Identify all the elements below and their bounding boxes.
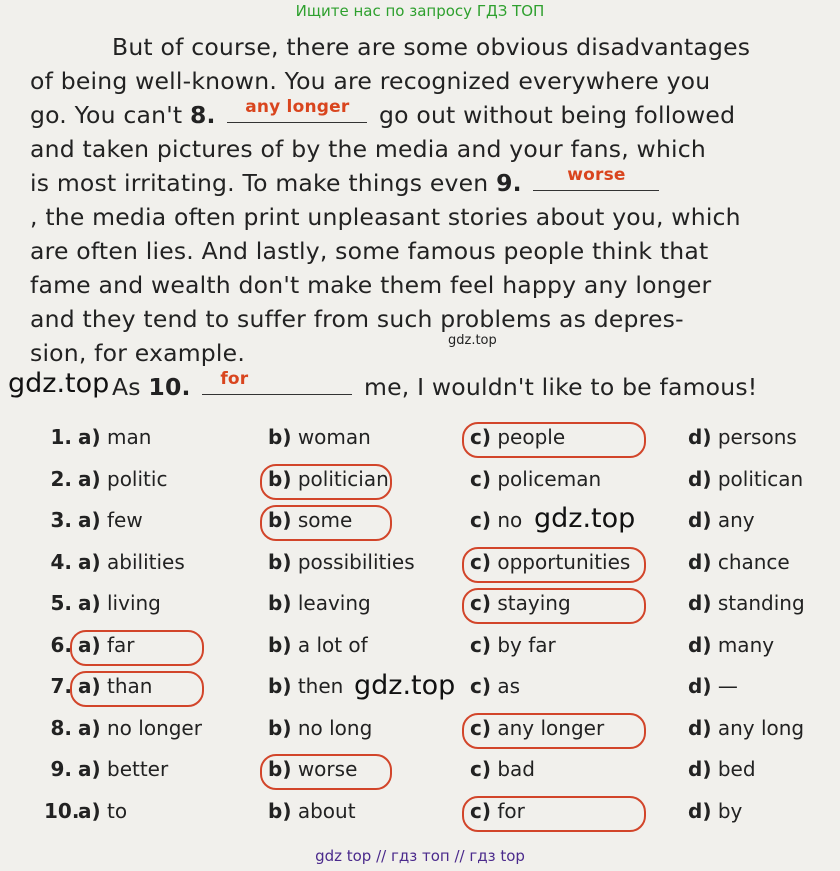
- option-number: 9.: [50, 757, 72, 781]
- para-line-5: [30, 166, 820, 200]
- option-text: bed: [717, 757, 756, 781]
- option-d: [688, 757, 756, 781]
- option-text: far: [107, 632, 135, 657]
- option-text: standing: [717, 591, 805, 615]
- option-text: woman: [297, 425, 371, 449]
- option-text: politican: [717, 466, 804, 491]
- option-letter: d): [688, 798, 712, 823]
- watermark-left: gdz.top: [8, 368, 110, 399]
- option-d: [688, 508, 755, 532]
- option-a: [44, 591, 161, 615]
- option-text: a lot of: [297, 632, 368, 657]
- option-number: 8.: [50, 715, 72, 740]
- option-text: possibilities: [297, 549, 415, 574]
- para-line-11: [30, 370, 820, 404]
- option-letter: b): [268, 674, 292, 698]
- option-number: 4.: [50, 549, 72, 574]
- watermark-mid-2: gdz.top: [354, 670, 456, 701]
- option-row: [44, 585, 824, 627]
- option-row: [44, 668, 824, 710]
- option-row: [44, 793, 824, 835]
- gap-8-blank: [227, 97, 367, 123]
- option-text: by: [717, 798, 743, 823]
- option-text: people: [497, 425, 566, 449]
- answer-circle: [462, 713, 646, 749]
- answer-circle: [260, 754, 392, 790]
- option-row: [44, 502, 824, 544]
- gap-9-blank: [533, 165, 659, 191]
- option-text: persons: [717, 425, 797, 449]
- option-text: leaving: [297, 591, 371, 615]
- option-text: politician: [297, 466, 389, 491]
- option-a: [44, 799, 127, 823]
- option-letter: a): [78, 715, 101, 740]
- gap-10-blank: [202, 369, 352, 395]
- answer-circle: [462, 547, 646, 583]
- option-text: some: [297, 508, 353, 532]
- option-letter: c): [470, 715, 491, 740]
- option-b: [268, 633, 368, 657]
- gap-9-number: 9.: [496, 169, 522, 197]
- para-line-3-end: go out without being followed: [379, 101, 736, 129]
- option-c: [470, 467, 601, 491]
- answer-circle: [70, 630, 204, 666]
- option-letter: a): [78, 425, 101, 449]
- option-text: living: [107, 591, 161, 615]
- option-letter: d): [688, 425, 712, 449]
- option-letter: a): [78, 674, 101, 698]
- option-letter: d): [688, 591, 712, 615]
- para-line-4: and taken pictures of by the media and your fans, which: [30, 135, 706, 163]
- gap-8-number: 8.: [189, 101, 216, 129]
- option-number: 2.: [50, 466, 72, 491]
- answer-circle: [462, 422, 646, 458]
- option-a: [44, 425, 151, 449]
- option-number: 10.: [44, 798, 80, 823]
- option-letter: d): [688, 632, 712, 657]
- option-letter: c): [470, 591, 491, 615]
- option-text: man: [107, 425, 152, 449]
- option-text: than: [107, 674, 153, 698]
- option-b: [268, 591, 371, 615]
- option-row: [44, 544, 824, 586]
- option-d: [688, 716, 804, 740]
- option-row: [44, 419, 824, 461]
- option-number: 5.: [50, 591, 72, 615]
- option-letter: d): [688, 466, 712, 491]
- option-text: abilities: [107, 549, 185, 574]
- option-d: [688, 591, 805, 615]
- option-text: any long: [717, 715, 805, 740]
- option-row: [44, 461, 824, 503]
- option-text: no: [497, 508, 523, 532]
- option-letter: c): [470, 674, 491, 698]
- gap-9-answer: worse: [567, 165, 626, 185]
- gap-10-number: 10.: [148, 373, 191, 401]
- option-text: no long: [297, 715, 373, 740]
- option-letter: c): [470, 757, 491, 781]
- option-letter: b): [268, 508, 292, 532]
- option-letter: c): [470, 508, 491, 532]
- option-letter: b): [268, 757, 292, 781]
- option-letter: d): [688, 715, 712, 740]
- para-line-7: are often lies. And lastly, some famous people think that: [30, 237, 709, 265]
- option-letter: b): [268, 466, 292, 491]
- top-banner[interactable]: Ищите нас по запросу ГДЗ ТОП: [295, 2, 545, 20]
- option-text: opportunities: [497, 549, 631, 574]
- option-d: [688, 550, 790, 574]
- option-number: 7.: [50, 674, 72, 698]
- option-letter: a): [78, 757, 101, 781]
- option-letter: a): [78, 466, 101, 491]
- option-b: [268, 425, 371, 449]
- option-letter: b): [268, 425, 292, 449]
- option-text: no longer: [107, 715, 202, 740]
- answer-circle: [462, 588, 646, 624]
- option-b: [268, 799, 356, 823]
- para-line-2: of being well-known. You are recognized everywhere you: [30, 67, 711, 95]
- option-letter: d): [688, 674, 712, 698]
- option-text: to: [107, 798, 128, 823]
- option-letter: a): [78, 549, 101, 574]
- option-text: few: [107, 508, 143, 532]
- option-letter: b): [268, 715, 292, 740]
- option-text: worse: [297, 757, 358, 781]
- para-line-3-start: go. You can't: [30, 101, 183, 129]
- option-text: chance: [717, 549, 790, 574]
- option-letter: b): [268, 798, 292, 823]
- option-letter: c): [470, 632, 491, 657]
- option-d: [688, 425, 797, 449]
- option-text: many: [717, 632, 775, 657]
- option-d: [688, 633, 774, 657]
- gap-8-answer: any longer: [245, 97, 350, 117]
- option-letter: a): [78, 591, 101, 615]
- para-line-9: and they tend to suffer from such problems as depres-: [30, 305, 684, 333]
- option-a: [44, 550, 185, 574]
- answer-options: [44, 419, 824, 834]
- para-line-8: fame and wealth don't make them feel happy any longer: [30, 271, 712, 299]
- option-text: as: [497, 674, 521, 698]
- option-text: policeman: [497, 466, 602, 491]
- watermark-mid-1: gdz.top: [534, 503, 636, 534]
- option-a: [44, 508, 143, 532]
- answer-circle: [260, 464, 392, 500]
- answer-circle: [462, 796, 646, 832]
- option-letter: a): [78, 508, 101, 532]
- para-line-5-start: is most irritating. To make things even: [30, 169, 489, 197]
- option-b: [268, 716, 372, 740]
- watermark-small: gdz.top: [448, 333, 497, 348]
- text-paragraph: [30, 30, 820, 404]
- option-letter: b): [268, 591, 292, 615]
- para-line-6: , the media often print unpleasant stories about you, which: [30, 203, 741, 231]
- para-line-11-end: me, I wouldn't like to be famous!: [363, 373, 758, 401]
- option-d: [688, 799, 742, 823]
- option-text: by far: [497, 632, 556, 657]
- option-letter: d): [688, 508, 712, 532]
- option-row: [44, 751, 824, 793]
- answer-circle: [70, 671, 204, 707]
- option-number: 1.: [50, 425, 72, 449]
- option-d: [688, 467, 803, 491]
- option-a: [44, 467, 167, 491]
- option-letter: d): [688, 757, 712, 781]
- option-text: any: [717, 508, 755, 532]
- option-c: [470, 674, 520, 698]
- option-text: —: [717, 674, 738, 698]
- option-a: [44, 757, 168, 781]
- para-line-10: sion, for example.: [30, 339, 245, 367]
- option-number: 6.: [50, 632, 72, 657]
- option-row: [44, 710, 824, 752]
- footer-links[interactable]: gdz top // гдз топ // гдз top: [315, 847, 525, 865]
- option-b: [268, 550, 415, 574]
- option-text: politic: [107, 466, 168, 491]
- option-row: [44, 627, 824, 669]
- option-letter: a): [78, 798, 101, 823]
- option-letter: b): [268, 632, 292, 657]
- option-c: [470, 508, 522, 532]
- option-text: for: [497, 798, 525, 823]
- option-letter: c): [470, 549, 491, 574]
- option-number: 3.: [50, 508, 72, 532]
- option-letter: c): [470, 425, 491, 449]
- para-line-3: [30, 98, 820, 132]
- option-letter: b): [268, 549, 292, 574]
- option-c: [470, 633, 556, 657]
- option-text: any longer: [497, 715, 605, 740]
- option-text: then: [297, 674, 344, 698]
- option-a: [44, 716, 202, 740]
- option-b: [268, 674, 343, 698]
- gap-10-answer: for: [220, 369, 249, 389]
- option-text: about: [297, 798, 356, 823]
- para-line-1: But of course, there are some obvious disadvantages: [112, 33, 751, 61]
- para-line-11-start: As: [112, 373, 141, 401]
- option-d: [688, 674, 738, 698]
- option-letter: d): [688, 549, 712, 574]
- option-text: staying: [497, 591, 571, 615]
- option-text: bad: [497, 757, 536, 781]
- option-c: [470, 757, 535, 781]
- option-letter: a): [78, 632, 101, 657]
- option-letter: c): [470, 798, 491, 823]
- option-text: better: [107, 757, 169, 781]
- option-letter: c): [470, 466, 491, 491]
- answer-circle: [260, 505, 392, 541]
